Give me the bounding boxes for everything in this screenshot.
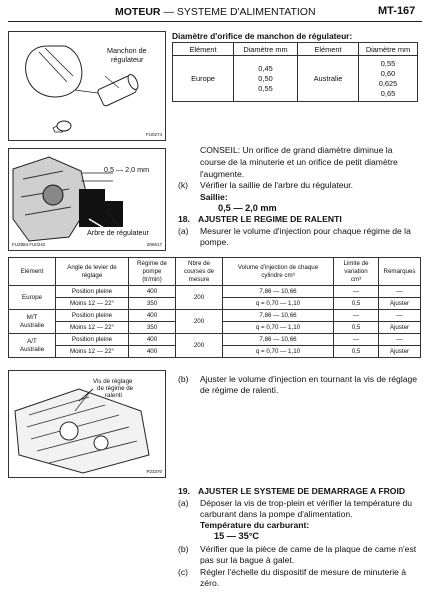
fig1-code: FU0274	[145, 132, 162, 137]
conseil-line-1: CONSEIL: Un orifice de grand diamètre diminue la	[200, 145, 393, 155]
fig3-label-line1: Vis de réglage	[93, 378, 133, 385]
header-section: MOTEUR	[115, 6, 161, 18]
temp-label: Température du carburant:	[200, 520, 310, 530]
mt-remark: —	[379, 310, 421, 322]
step19-b-line1: Vérifier que la pièce de came de la plaque de came n'est	[200, 544, 417, 554]
step18-a-line1: Mesurer le volume d'injection pour chaque régime de la	[200, 226, 411, 236]
mt-rpm: 400	[129, 334, 176, 346]
step-k-letter: (k)	[178, 180, 189, 190]
fig2-shaft-label: Arbre de régulateur	[87, 228, 149, 237]
mt-header-remarks	[379, 258, 421, 286]
conseil-line-3: l'augmente.	[200, 169, 245, 179]
diam-australie-value: 0,60	[380, 68, 396, 78]
mt-rpm: 350	[129, 298, 176, 310]
page-number: MT-167	[378, 5, 416, 17]
mt-element-line: M/T	[26, 313, 38, 321]
mt-header-text: variation	[344, 267, 368, 275]
figure-governor-shaft	[8, 148, 166, 251]
mt-volume: 7,86 — 10,66	[223, 334, 334, 346]
diam-europe-values	[234, 56, 298, 102]
diam-europe-value: 0,55	[258, 83, 273, 93]
figure-idle-adjust-screw	[8, 370, 166, 478]
diameter-title: Diamètre d'orifice de manchon de régulateur:	[172, 31, 353, 41]
mt-element-line: Australie	[19, 345, 45, 353]
header-rule	[8, 21, 422, 22]
fig2-dimension-label: 0,5 — 2,0 mm	[104, 165, 150, 174]
mt-header-text: Angle de levier de	[67, 263, 117, 271]
step19-title: AJUSTER LE SYSTEME DE DEMARRAGE A FROID	[198, 486, 406, 496]
mt-header-text: Remarques	[383, 267, 416, 275]
mt-limit: —	[334, 310, 379, 322]
diam-europe-value: 0,45	[258, 63, 273, 73]
mt-header-text: mesure	[188, 275, 210, 283]
step19-a-line2: carburant dans la pompe d'alimentation.	[200, 509, 353, 519]
mt-limit: —	[334, 334, 379, 346]
temp-value: 15 — 35°C	[214, 531, 260, 541]
mt-header-angle	[56, 258, 129, 286]
mt-angle: Moins 12 — 22°	[56, 346, 129, 358]
mt-remark: —	[379, 286, 421, 298]
page-header	[115, 6, 316, 18]
diam-australie-value: 0,625	[378, 78, 398, 88]
mt-volume: q = 0,70 — 1,10	[223, 322, 334, 334]
mt-rpm: 400	[129, 286, 176, 298]
mt-strokes: 200	[176, 334, 223, 358]
mt-header-volume	[223, 258, 334, 286]
mt-strokes: 200	[176, 310, 223, 334]
table-row	[9, 286, 421, 298]
mt-header-strokes	[176, 258, 223, 286]
step19-c-line1: Régler l'échelle du dispositif de mesure de minuterie à	[200, 567, 407, 577]
mt-angle: Position pleine	[56, 286, 129, 298]
fig3-code: P23370	[146, 469, 162, 474]
mt-header-text: cylindre cm³	[261, 271, 295, 279]
diam-header-element-1: Elément	[173, 43, 234, 56]
mt-element	[9, 310, 56, 334]
table-row	[9, 310, 421, 322]
mt-strokes: 200	[176, 286, 223, 310]
mt-volume: q = 0,70 — 1,10	[223, 298, 334, 310]
mt-header-text: cm³	[350, 275, 362, 283]
mt-header-text: pompe	[142, 267, 162, 275]
mt-angle: Position pleine	[56, 310, 129, 322]
mt-header-text: courses de	[183, 267, 215, 275]
mt-rpm: 400	[129, 310, 176, 322]
diam-header-element-2: Elément	[298, 43, 359, 56]
step19-a-letter: (a)	[178, 498, 189, 508]
fig1-label-line2: régulateur	[111, 55, 144, 64]
header-separator: —	[160, 6, 177, 18]
diam-europe: Europe	[173, 56, 234, 102]
mt-element	[9, 334, 56, 358]
mt-limit: 0,5	[334, 322, 379, 334]
diam-australie: Australie	[298, 56, 359, 102]
fig2-code-left: FU2984 FU0242	[12, 242, 46, 247]
step-b-line1: Ajuster le volume d'injection en tournant la vis de réglage	[200, 374, 418, 384]
diameter-table	[172, 42, 418, 102]
step19-c-letter: (c)	[178, 567, 189, 577]
mt-element: Europe	[9, 286, 56, 310]
mt-element-line: Australie	[19, 321, 45, 329]
mt-volume: 7,86 — 10,66	[223, 310, 334, 322]
table-row	[9, 334, 421, 346]
fig3-label-line2: de régime de	[97, 385, 134, 392]
step-k-text: Vérifier la saillie de l'arbre du régulateur.	[200, 180, 354, 190]
mt-angle: Moins 12 — 22°	[56, 298, 129, 310]
diam-australie-value: 0,65	[380, 88, 396, 98]
saillie-value: 0,5 — 2,0 mm	[218, 203, 277, 213]
step19-number: 19.	[178, 486, 190, 496]
mt-element-line: A/T	[27, 337, 37, 345]
mt-volume: q = 0,70 — 1,10	[223, 346, 334, 358]
conseil-line-2: course de la minuterie et un orifice de petit diamètre	[200, 157, 398, 167]
mt-header-text: Elément	[20, 267, 44, 275]
mt-header-text: Volume d'injection de chaque	[237, 263, 319, 271]
mt-header-text: Régime de	[137, 259, 167, 267]
mt-limit: —	[334, 286, 379, 298]
mt-angle: Position pleine	[56, 334, 129, 346]
step-b-line2: de régime de ralenti.	[200, 385, 279, 395]
fig1-label-line1: Manchon de	[107, 46, 147, 55]
figure-governor-sleeve	[8, 31, 166, 141]
fig3-label-line3: ralenti	[105, 392, 122, 399]
saillie-label: Saillie:	[200, 192, 228, 202]
step18-a-line2: pompe.	[200, 237, 229, 247]
mt-header-text: (tr/min)	[142, 275, 162, 283]
step18-a-letter: (a)	[178, 226, 189, 236]
step19-b-letter: (b)	[178, 544, 189, 554]
fig2-code-right: Z06617	[146, 242, 162, 247]
mt-remark: Ajuster	[379, 322, 421, 334]
step19-b-line2: pas sur la bague à galet.	[200, 555, 295, 565]
step19-a-line1: Déposer la vis de trop-plein et vérifier la température du	[200, 498, 413, 508]
mt-header-text: réglage	[81, 271, 103, 279]
diam-europe-value: 0,50	[258, 73, 273, 83]
mt-rpm: 350	[129, 322, 176, 334]
mt-volume: 7,86 — 10,66	[223, 286, 334, 298]
step-b-letter: (b)	[178, 374, 189, 384]
mt-header-limit	[334, 258, 379, 286]
step19-c-line2: zéro.	[200, 578, 220, 588]
mt-angle: Moins 12 — 22°	[56, 322, 129, 334]
mt-header-text: Limite de	[343, 259, 369, 267]
diam-header-diameter-1: Diamètre mm	[234, 43, 298, 56]
mt-limit: 0,5	[334, 346, 379, 358]
mt-header-element	[9, 258, 56, 286]
step18-number: 18.	[178, 214, 190, 224]
mt-remark: Ajuster	[379, 346, 421, 358]
diam-australie-value: 0,55	[380, 58, 396, 68]
mt-limit: 0,5	[334, 298, 379, 310]
injection-table	[8, 257, 421, 358]
header-title: SYSTEME D'ALIMENTATION	[176, 6, 316, 18]
mt-rpm: 400	[129, 346, 176, 358]
diam-header-diameter-2: Diamètre mm	[359, 43, 418, 56]
step18-title: AJUSTER LE REGIME DE RALENTI	[198, 214, 342, 224]
diam-australie-values	[359, 56, 418, 102]
mt-header-text: Nbre de	[187, 259, 210, 267]
idle-adjust-screw-illustration	[9, 371, 165, 477]
mt-header-rpm	[129, 258, 176, 286]
mt-remark: —	[379, 334, 421, 346]
mt-remark: Ajuster	[379, 298, 421, 310]
